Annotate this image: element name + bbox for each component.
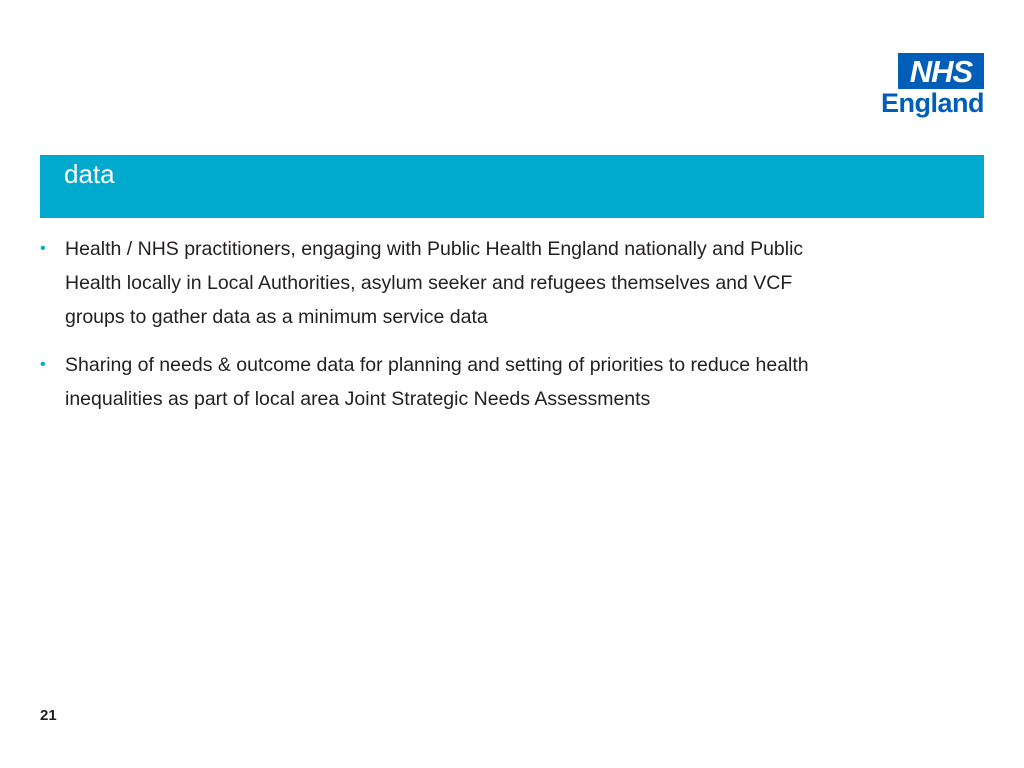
england-logo-text: England [881, 88, 984, 118]
bullet-text: Sharing of needs & outcome data for planning and setting of priorities to reduce health inequalities as part of local area Joint Strategic Needs Assessments [65, 354, 809, 410]
nhs-england-logo [874, 53, 984, 123]
title-bar [40, 155, 984, 218]
bullet-item [40, 348, 830, 416]
nhs-logo-box [898, 53, 984, 89]
bullet-icon: • [40, 356, 46, 373]
slide-title: data [64, 159, 115, 189]
nhs-logo-text: NHS [909, 53, 973, 89]
bullet-text: Health / NHS practitioners, engaging with Public Health England nationally and Public Health locally in Local Authorities, asylum seeker and refugees themselves and VCF groups to gather data as a minimum service data [65, 238, 804, 328]
page-number: 21 [40, 707, 57, 724]
bullet-list [40, 232, 830, 416]
slide-content [40, 232, 830, 430]
bullet-icon: • [40, 240, 46, 257]
bullet-item [40, 232, 830, 334]
